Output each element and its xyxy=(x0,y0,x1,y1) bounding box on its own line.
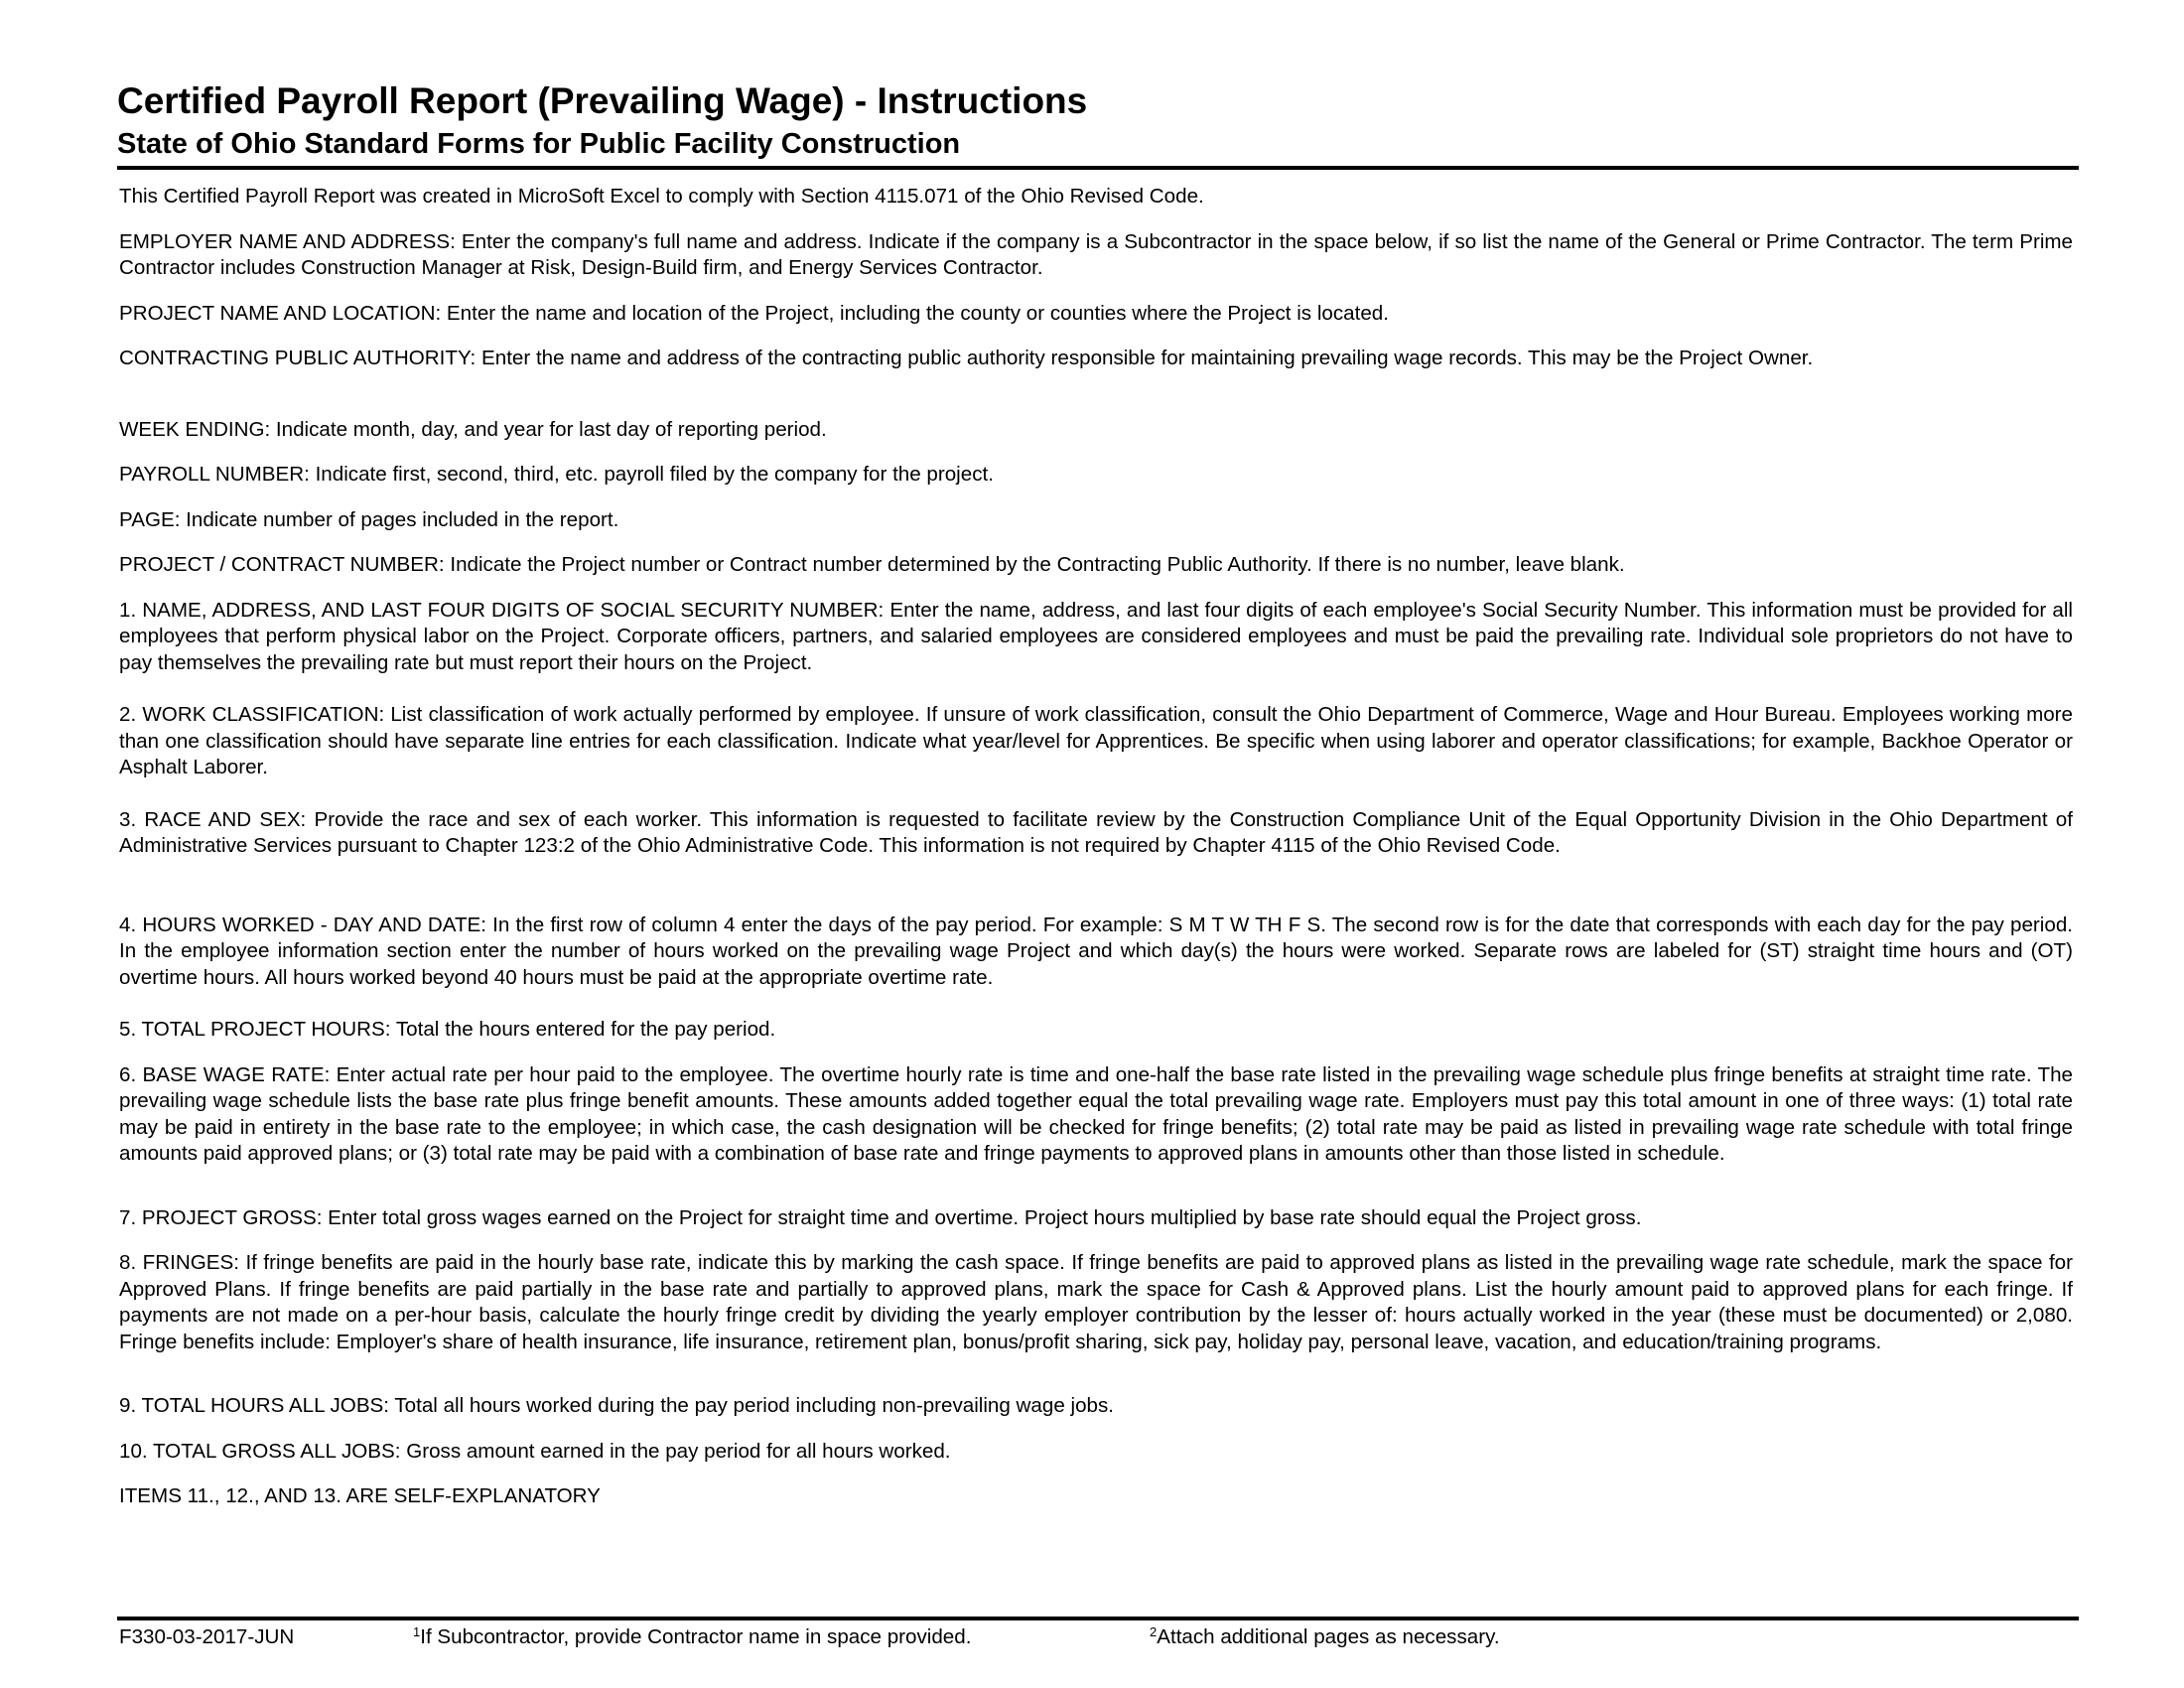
footnote-2 xyxy=(1150,1624,1500,1650)
items-11-13-paragraph: ITEMS 11., 12., AND 13. ARE SELF-EXPLANATORY xyxy=(119,1484,601,1507)
intro-paragraph: This Certified Payroll Report was created in MicroSoft Excel to comply with Section 4115.071 of the Ohio Revised Code. xyxy=(119,185,1204,208)
page-footer xyxy=(117,1617,2079,1648)
item-10-paragraph: 10. TOTAL GROSS ALL JOBS: Gross amount earned in the pay period for all hours worked. xyxy=(119,1439,951,1463)
header-rule xyxy=(117,166,2079,170)
footnote-2-marker: 2 xyxy=(1150,1624,1158,1639)
page-paragraph: PAGE: Indicate number of pages included in the report. xyxy=(119,507,619,531)
contract-number-paragraph: PROJECT / CONTRACT NUMBER: Indicate the Project number or Contract number determined by the Contracting Public Authority. If there is no number, leave blank. xyxy=(119,553,1625,576)
item-2-paragraph: 2. WORK CLASSIFICATION: List classification of work actually performed by employee. If unsure of work classification, consult the Ohio Department of Commerce, Wage and Hour Bureau. Employees working more than one classification should have separate line entries for each classification. Indicate what year/level for Apprentices. Be specific when using laborer and operator classifications; for example, Backhoe Operator or Asphalt Laborer. xyxy=(119,703,2073,778)
week-ending-paragraph: WEEK ENDING: Indicate month, day, and year for last day of reporting period. xyxy=(119,417,827,441)
item-6-paragraph: 6. BASE WAGE RATE: Enter actual rate per hour paid to the employee. The overtime hourly rate is time and one-half the base rate listed in the prevailing wage schedule plus fringe benefits at straight time rate. The prevailing wage schedule lists the base rate plus fringe benefit amounts. These amounts added together equal the total prevailing wage rate. Employers must pay this total amount in one of three ways: (1) total rate may be paid in entirety in the base rate to the employee; in which case, the cash designation will be checked for fringe benefits; (2) total rate may be paid as listed in prevailing wage rate schedule with total fringe amounts paid approved plans; or (3) total rate may be paid with a combination of base rate and fringe payments to approved plans in amounts other than those listed in schedule. xyxy=(119,1062,2073,1165)
page-subtitle: State of Ohio Standard Forms for Public Facility Construction xyxy=(117,128,961,160)
instructions-page xyxy=(117,77,2079,1510)
payroll-number-paragraph: PAYROLL NUMBER: Indicate first, second, third, etc. payroll filed by the company for the project. xyxy=(119,463,994,486)
footnote-1-marker: 1 xyxy=(413,1624,421,1639)
item-7-paragraph: 7. PROJECT GROSS: Enter total gross wages earned on the Project for straight time and overtime. Project hours multiplied by base rate should equal the Project gross. xyxy=(119,1205,1642,1229)
page-title: Certified Payroll Report (Prevailing Wage) - Instructions xyxy=(117,80,1088,121)
instructions-body xyxy=(119,184,2073,1510)
employer-name-paragraph: EMPLOYER NAME AND ADDRESS: Enter the company's full name and address. Indicate if the company is a Subcontractor in the space below, if so list the name of the General or Prime Contractor. The term Prime Contractor includes Construction Manager at Risk, Design-Build firm, and Energy Services Contractor. xyxy=(119,229,2073,279)
item-4-paragraph: 4. HOURS WORKED - DAY AND DATE: In the first row of column 4 enter the days of the pay period. For example: S M T W TH F S. The second row is for the date that corresponds with each day for the pay period. In the employee information section enter the number of hours worked on the prevailing wage Project and which day(s) the hours were worked. Separate rows are labeled for (ST) straight time hours and (OT) overtime hours. All hours worked beyond 40 hours must be paid at the appropriate overtime rate. xyxy=(119,913,2073,989)
item-9-paragraph: 9. TOTAL HOURS ALL JOBS: Total all hours worked during the pay period including non-prevailing wage jobs. xyxy=(119,1394,1115,1417)
contracting-authority-paragraph: CONTRACTING PUBLIC AUTHORITY: Enter the name and address of the contracting public authority responsible for maintaining prevailing wage records. This may be the Project Owner. xyxy=(119,347,1814,369)
footnote-2-text: Attach additional pages as necessary. xyxy=(1157,1625,1500,1648)
item-1-paragraph: 1. NAME, ADDRESS, AND LAST FOUR DIGITS OF SOCIAL SECURITY NUMBER: Enter the name, address, and last four digits of each employee's Social Security Number. This information must be provided for all employees that perform physical labor on the Project. Corporate officers, partners, and salaried employees are considered employees and must be paid the prevailing rate. Individual sole proprietors do not have to pay themselves the prevailing rate but must report their hours on the Project. xyxy=(119,598,2073,674)
item-5-paragraph: 5. TOTAL PROJECT HOURS: Total the hours entered for the pay period. xyxy=(119,1018,776,1041)
footnote-1-text: If Subcontractor, provide Contractor name in space provided. xyxy=(420,1625,972,1648)
form-code: F330-03-2017-JUN xyxy=(119,1625,295,1648)
item-3-paragraph: 3. RACE AND SEX: Provide the race and sex of each worker. This information is requested to facilitate review by the Construction Compliance Unit of the Equal Opportunity Division in the Ohio Department of Administrative Services pursuant to Chapter 123:2 of the Ohio Administrative Code. This information is not required by Chapter 4115 of the Ohio Revised Code. xyxy=(119,807,2073,857)
footnote-1 xyxy=(413,1624,971,1650)
project-name-paragraph: PROJECT NAME AND LOCATION: Enter the name and location of the Project, including the county or counties where the Project is located. xyxy=(119,301,1389,325)
item-8-paragraph: 8. FRINGES: If fringe benefits are paid in the hourly base rate, indicate this by marking the cash space. If fringe benefits are paid to approved plans as listed in the prevailing wage rate schedule, mark the space for Approved Plans. If fringe benefits are paid partially in the base rate and partially to approved plans, mark the space for Cash & Approved plans. List the hourly amount paid to approved plans for each fringe. If payments are not made on a per-hour basis, calculate the hourly fringe credit by dividing the yearly employer contribution by the lesser of: hours actually worked in the year (these must be documented) or 2,080. Fringe benefits include: Employer's share of health insurance, life insurance, retirement plan, bonus/profit sharing, sick pay, holiday pay, personal leave, vacation, and education/training programs. xyxy=(119,1251,2073,1353)
